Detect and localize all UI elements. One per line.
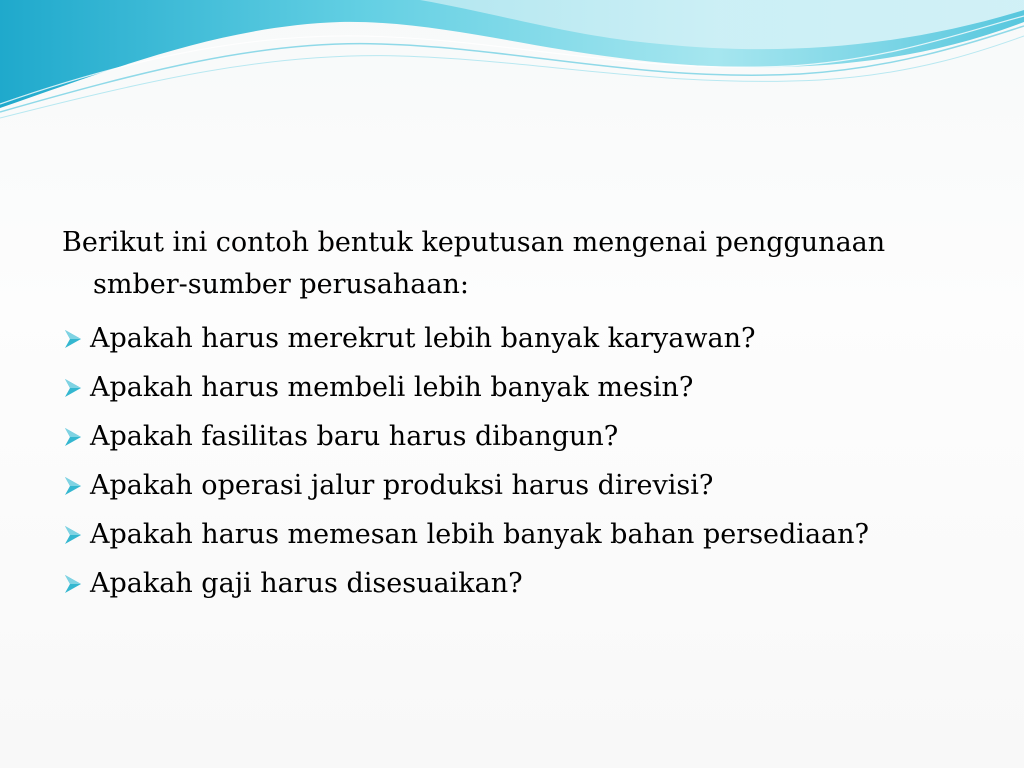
list-item-text: Apakah harus merekrut lebih banyak karyawan?: [90, 322, 756, 354]
arrow-bullet-icon: [62, 328, 84, 350]
header-wave-decoration: [0, 0, 1024, 130]
list-item: [62, 314, 962, 363]
list-item-text: Apakah fasilitas baru harus dibangun?: [90, 420, 619, 452]
list-item: [62, 510, 962, 559]
arrow-bullet-icon: [62, 573, 84, 595]
list-item: [62, 412, 962, 461]
decision-list: [62, 314, 962, 608]
arrow-bullet-icon: [62, 475, 84, 497]
list-item-text: Apakah harus memesan lebih banyak bahan persediaan?: [90, 518, 870, 550]
intro-text: Berikut ini contoh bentuk keputusan mengenai penggunaan smber-sumber perusahaan:: [62, 227, 886, 300]
arrow-bullet-icon: [62, 426, 84, 448]
slide-body: [62, 222, 962, 608]
list-item: [62, 461, 962, 510]
arrow-bullet-icon: [62, 524, 84, 546]
list-item-text: Apakah operasi jalur produksi harus direvisi?: [90, 469, 714, 501]
arrow-bullet-icon: [62, 377, 84, 399]
list-item: [62, 559, 962, 608]
list-item-text: Apakah harus membeli lebih banyak mesin?: [90, 371, 694, 403]
list-item: [62, 363, 962, 412]
list-item-text: Apakah gaji harus disesuaikan?: [90, 567, 523, 599]
